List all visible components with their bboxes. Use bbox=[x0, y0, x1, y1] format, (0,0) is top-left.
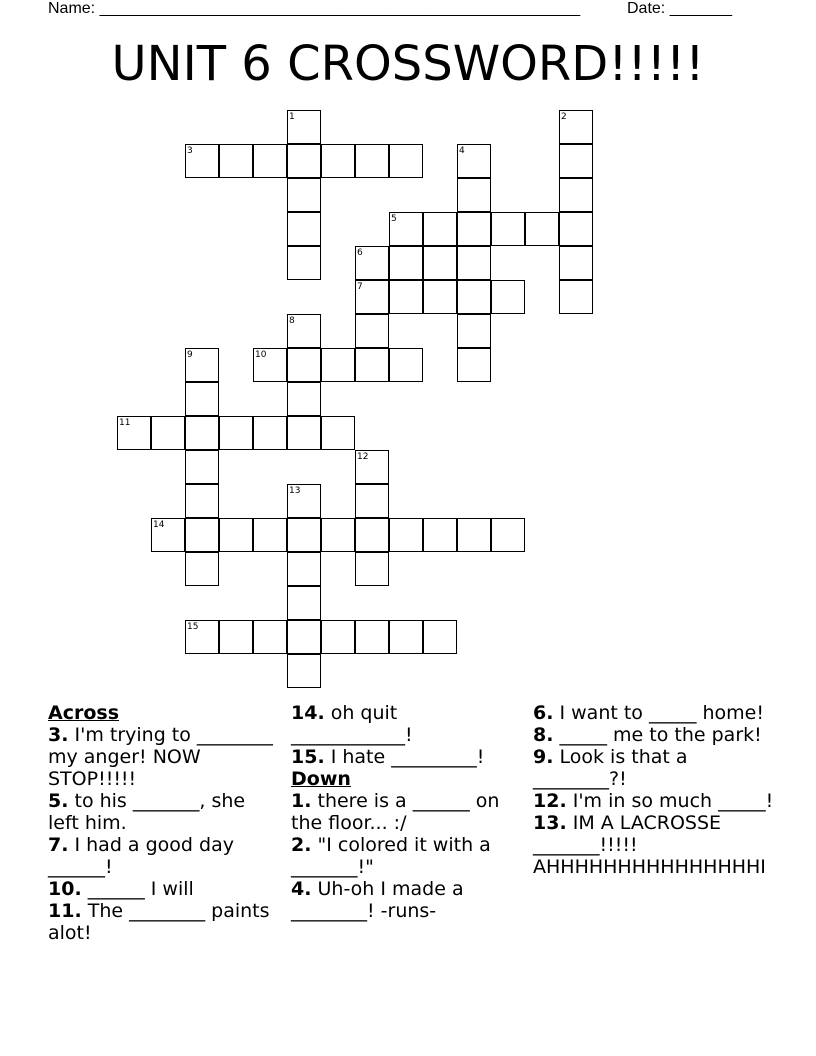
grid-cell[interactable] bbox=[287, 348, 321, 382]
across-heading: Across bbox=[48, 702, 120, 724]
clue-across-5 bbox=[48, 790, 273, 834]
grid-cell[interactable] bbox=[321, 348, 355, 382]
grid-cell[interactable] bbox=[287, 518, 321, 552]
clue-number: 12. bbox=[533, 790, 567, 812]
grid-cell[interactable] bbox=[219, 518, 253, 552]
grid-cell[interactable] bbox=[355, 314, 389, 348]
clues-column-3 bbox=[533, 702, 783, 878]
grid-cell[interactable] bbox=[287, 178, 321, 212]
grid-cell[interactable] bbox=[559, 280, 593, 314]
grid-cell[interactable] bbox=[287, 484, 321, 518]
clue-down-2 bbox=[291, 834, 511, 878]
cell-number: 3 bbox=[187, 146, 193, 156]
cell-number: 9 bbox=[187, 350, 193, 360]
grid-cell[interactable] bbox=[355, 552, 389, 586]
clue-number: 5. bbox=[48, 790, 69, 812]
cell-number: 8 bbox=[289, 316, 295, 326]
clue-text: I had a good day ______! bbox=[48, 834, 234, 878]
clue-across-11 bbox=[48, 900, 273, 944]
clue-number: 11. bbox=[48, 900, 82, 922]
clue-number: 10. bbox=[48, 878, 82, 900]
clue-text: The ________ paints alot! bbox=[48, 900, 270, 944]
grid-cell[interactable] bbox=[559, 212, 593, 246]
grid-cell[interactable] bbox=[423, 246, 457, 280]
grid-cell[interactable] bbox=[321, 518, 355, 552]
grid-cell[interactable] bbox=[355, 484, 389, 518]
page-title: UNIT 6 CROSSWORD!!!!! bbox=[111, 36, 705, 92]
grid-cell[interactable] bbox=[287, 552, 321, 586]
clue-text: "I colored it with a _______!" bbox=[291, 834, 491, 878]
grid-cell[interactable] bbox=[559, 110, 593, 144]
grid-cell[interactable] bbox=[491, 518, 525, 552]
cell-number: 7 bbox=[357, 282, 363, 292]
grid-cell[interactable] bbox=[117, 416, 151, 450]
grid-cell[interactable] bbox=[389, 280, 423, 314]
grid-cell[interactable] bbox=[321, 416, 355, 450]
clue-across-7 bbox=[48, 834, 273, 878]
grid-cell[interactable] bbox=[355, 280, 389, 314]
clue-text: oh quit ____________! bbox=[291, 702, 413, 746]
grid-cell[interactable] bbox=[389, 620, 423, 654]
clue-text: there is a ______ on the floor... :/ bbox=[291, 790, 500, 834]
grid-cell[interactable] bbox=[287, 314, 321, 348]
grid-cell[interactable] bbox=[185, 518, 219, 552]
name-field-label: Name: ______________________________________________________ bbox=[48, 0, 581, 17]
clue-text: ______ I will bbox=[87, 878, 194, 900]
grid-cell[interactable] bbox=[423, 212, 457, 246]
grid-cell[interactable] bbox=[525, 212, 559, 246]
grid-cell[interactable] bbox=[355, 620, 389, 654]
grid-cell[interactable] bbox=[423, 280, 457, 314]
cell-number: 2 bbox=[561, 112, 567, 122]
cell-number: 11 bbox=[119, 418, 131, 428]
clue-down-12 bbox=[533, 790, 783, 812]
grid-cell[interactable] bbox=[185, 552, 219, 586]
grid-cell[interactable] bbox=[151, 518, 185, 552]
clue-number: 15. bbox=[291, 746, 325, 768]
grid-cell[interactable] bbox=[185, 620, 219, 654]
grid-cell[interactable] bbox=[185, 416, 219, 450]
grid-cell[interactable] bbox=[559, 178, 593, 212]
clue-down-6 bbox=[533, 702, 783, 724]
clue-number: 7. bbox=[48, 834, 69, 856]
clue-number: 13. bbox=[533, 812, 567, 834]
cell-number: 14 bbox=[153, 520, 165, 530]
grid-cell[interactable] bbox=[559, 144, 593, 178]
grid-cell[interactable] bbox=[287, 144, 321, 178]
grid-cell[interactable] bbox=[185, 348, 219, 382]
grid-cell[interactable] bbox=[389, 144, 423, 178]
clue-down-4 bbox=[291, 878, 511, 922]
clue-down-1 bbox=[291, 790, 511, 834]
clue-number: 6. bbox=[533, 702, 554, 724]
clue-down-9 bbox=[533, 746, 783, 790]
grid-cell[interactable] bbox=[287, 110, 321, 144]
cell-number: 6 bbox=[357, 248, 363, 258]
cell-number: 4 bbox=[459, 146, 465, 156]
clue-text: I want to _____ home! bbox=[559, 702, 764, 724]
grid-cell[interactable] bbox=[457, 348, 491, 382]
grid-cell[interactable] bbox=[219, 144, 253, 178]
grid-cell[interactable] bbox=[389, 518, 423, 552]
clue-text: I'm in so much _____! bbox=[572, 790, 774, 812]
grid-cell[interactable] bbox=[457, 314, 491, 348]
grid-cell[interactable] bbox=[457, 246, 491, 280]
grid-cell[interactable] bbox=[355, 144, 389, 178]
grid-cell[interactable] bbox=[457, 178, 491, 212]
grid-cell[interactable] bbox=[185, 382, 219, 416]
grid-cell[interactable] bbox=[355, 348, 389, 382]
grid-cell[interactable] bbox=[389, 212, 423, 246]
grid-cell[interactable] bbox=[423, 620, 457, 654]
clue-number: 4. bbox=[291, 878, 312, 900]
grid-cell[interactable] bbox=[457, 280, 491, 314]
grid-cell[interactable] bbox=[457, 518, 491, 552]
clue-text: Uh-oh I made a ________! -runs- bbox=[291, 878, 464, 922]
grid-cell[interactable] bbox=[491, 280, 525, 314]
clue-text: I'm trying to ________ my anger! NOW STOP!!!!! bbox=[48, 724, 273, 790]
clue-number: 8. bbox=[533, 724, 554, 746]
down-heading: Down bbox=[291, 768, 351, 790]
clue-down-8 bbox=[533, 724, 783, 746]
grid-cell[interactable] bbox=[355, 450, 389, 484]
clue-across-15 bbox=[291, 746, 511, 768]
clue-text: IM A LACROSSE _______!!!!! AHHHHHHHHHHHHHHHI bbox=[533, 812, 766, 878]
clue-across-10 bbox=[48, 878, 273, 900]
clue-across-14 bbox=[291, 702, 511, 746]
grid-cell[interactable] bbox=[253, 348, 287, 382]
clue-across-3 bbox=[48, 724, 273, 790]
grid-cell[interactable] bbox=[185, 450, 219, 484]
grid-cell[interactable] bbox=[219, 620, 253, 654]
grid-cell[interactable] bbox=[355, 518, 389, 552]
grid-cell[interactable] bbox=[457, 212, 491, 246]
grid-cell[interactable] bbox=[321, 144, 355, 178]
clue-text: to his _______, she left him. bbox=[48, 790, 246, 834]
cell-number: 5 bbox=[391, 214, 397, 224]
grid-cell[interactable] bbox=[253, 620, 287, 654]
grid-cell[interactable] bbox=[219, 416, 253, 450]
clue-number: 14. bbox=[291, 702, 325, 724]
grid-cell[interactable] bbox=[185, 144, 219, 178]
clues-column-1 bbox=[48, 702, 273, 944]
grid-cell[interactable] bbox=[253, 518, 287, 552]
grid-cell[interactable] bbox=[559, 246, 593, 280]
clue-text: _____ me to the park! bbox=[559, 724, 762, 746]
grid-cell[interactable] bbox=[287, 416, 321, 450]
grid-cell[interactable] bbox=[287, 654, 321, 688]
cell-number: 10 bbox=[255, 350, 267, 360]
grid-cell[interactable] bbox=[355, 246, 389, 280]
clue-number: 3. bbox=[48, 724, 69, 746]
grid-cell[interactable] bbox=[287, 246, 321, 280]
clues-column-2 bbox=[291, 702, 511, 922]
cell-number: 13 bbox=[289, 486, 301, 496]
cell-number: 1 bbox=[289, 112, 295, 122]
clue-text: I hate _________! bbox=[330, 746, 485, 768]
grid-cell[interactable] bbox=[457, 144, 491, 178]
grid-cell[interactable] bbox=[287, 586, 321, 620]
clue-down-13 bbox=[533, 812, 783, 878]
clue-number: 2. bbox=[291, 834, 312, 856]
grid-cell[interactable] bbox=[389, 246, 423, 280]
grid-cell[interactable] bbox=[287, 382, 321, 416]
grid-cell[interactable] bbox=[185, 484, 219, 518]
grid-cell[interactable] bbox=[151, 416, 185, 450]
grid-cell[interactable] bbox=[287, 620, 321, 654]
grid-cell[interactable] bbox=[287, 212, 321, 246]
clue-number: 1. bbox=[291, 790, 312, 812]
cell-number: 15 bbox=[187, 622, 199, 632]
grid-cell[interactable] bbox=[423, 518, 457, 552]
clue-text: Look is that a ________?! bbox=[533, 746, 688, 790]
grid-cell[interactable] bbox=[321, 620, 355, 654]
grid-cell[interactable] bbox=[253, 416, 287, 450]
grid-cell[interactable] bbox=[389, 348, 423, 382]
date-field-label: Date: _______ bbox=[627, 0, 732, 17]
cell-number: 12 bbox=[357, 452, 369, 462]
grid-cell[interactable] bbox=[491, 212, 525, 246]
grid-cell[interactable] bbox=[253, 144, 287, 178]
clue-number: 9. bbox=[533, 746, 554, 768]
